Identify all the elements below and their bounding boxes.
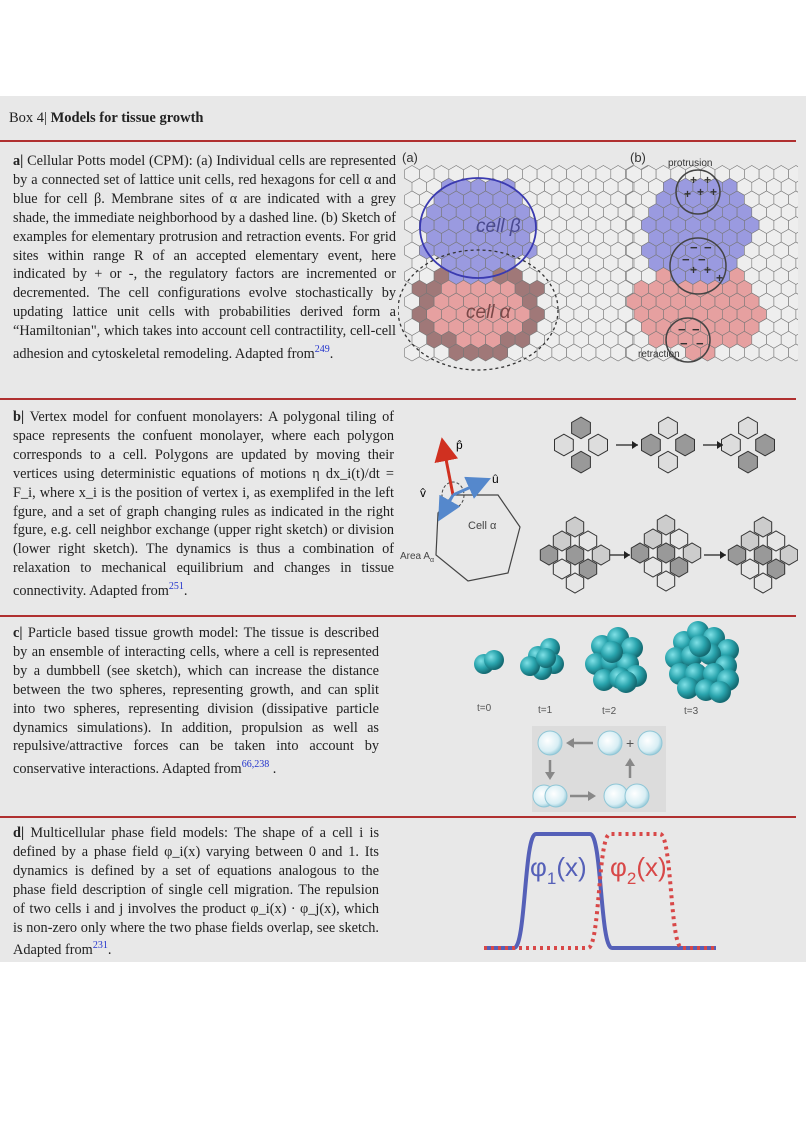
particle-sphere (601, 641, 623, 663)
arrow-head (624, 551, 630, 559)
phi2-sub: 2 (626, 869, 637, 888)
panel-c-text (13, 624, 379, 779)
minus-marker: − (692, 322, 700, 337)
time-label-1: t=1 (538, 705, 553, 716)
panel-d-body: Multicellular phase field models: The shape of a cell i is defined by a phase field φ_i(x) varying between 0 and 1. Its dynamics is defined by a set of equations analogous to the phase field description of single cell migration. The repulsion of two cells i and j involves the product φ_i(x) · φ_j(x), which is non-zero only where the two phase fields overlap, see sketch. Adapted from (13, 825, 380, 959)
plus-marker: + (684, 187, 692, 201)
velocity-arrow-u (453, 483, 480, 495)
plus-marker: + (690, 263, 698, 277)
polarity-arrow (444, 449, 453, 495)
title-rule (0, 140, 796, 142)
cluster-sequence (474, 621, 739, 703)
vertex-cell (642, 434, 661, 456)
panel-d-ref[interactable]: 231 (92, 940, 108, 952)
vertex-figure (398, 405, 798, 615)
p-hat-label: p̂ (456, 438, 463, 452)
vertex-cell (540, 545, 557, 565)
cpm-fig-a-label: (a) (402, 150, 418, 165)
phi2-arg: (x) (636, 852, 667, 882)
sphere-single (538, 731, 562, 755)
particle-sphere (615, 671, 637, 693)
box-title (9, 110, 204, 127)
particle-sphere (709, 681, 731, 703)
phi1-label (530, 852, 587, 888)
particle-sphere (689, 635, 711, 657)
cpm-lattice-a (398, 166, 662, 371)
vertex-cell (780, 545, 797, 565)
vertex-cell (579, 531, 596, 551)
particle-sphere (536, 648, 556, 668)
cell-alpha-label: cell α (466, 302, 511, 323)
panel-d-label: d| (13, 825, 25, 841)
panel-a-label: a| (13, 153, 24, 169)
rule-b-c (0, 615, 796, 617)
minus-marker: − (682, 252, 690, 267)
vertex-cell (657, 571, 674, 591)
vertex-cell (754, 517, 771, 537)
sphere-split-right (638, 731, 662, 755)
plus-marker: + (716, 271, 724, 285)
panel-b-body: Vertex model for confuent monolayers: A polygonal tiling of space represents the confuent monolayer, where each polygon corresponds to a cell. Polygons are updated by moving their vertices using deterministic equations of motions η dx_i(t)/dt = F_i, where x_i is the position of vertex i, as exemplifed in the left fgure, and a set of graph changing rules as indicated in the right fgure, e.g. cell neighbor exchange (upper right sketch) or division (lower right sketch). The dynamics is thus a combination of relaxation to mechanical equilibrium and changes in tissue connectivity. Adapted from (13, 409, 394, 599)
vertex-cell (566, 517, 583, 537)
vertex-cell (728, 545, 745, 565)
phi1-sub: 1 (546, 869, 557, 888)
vertex-cell (767, 531, 784, 551)
panel-a-body: Cellular Potts model (CPM): (a) Individual cells are represented by a connected set of lattice unit cells, red hexagons for cell α and blue for cell β. Membrane sites of α are indicated with a grey shade, the immediate neighborhood by a dashed line. (b) Sketch of examples for elementary protrusion and retraction events. For grid sites within range R of an accepted elementary event, here indicated by + or -, the regulatory factors are incremented or decremented. The cell configurations evolve stochastically by updating lattice unit cells with probabilities derived form a “Hamiltonian", which takes into account cell contractility, cell-cell adhesion and cytoskeletal remodeling. Adapted from (13, 153, 396, 362)
vertex-cell (579, 559, 596, 579)
panel-a-text (13, 152, 396, 364)
vertex-cell (722, 434, 741, 456)
arrow-head (720, 551, 726, 559)
vertex-cell (659, 417, 678, 439)
plus-marker: + (690, 173, 698, 187)
vertex-cell (754, 545, 771, 565)
panel-b-ref[interactable]: 251 (168, 581, 184, 593)
cpm-fig-b-label: (b) (630, 150, 646, 165)
vertex-cell (631, 543, 648, 563)
box-heading: Models for tissue growth (50, 110, 204, 126)
vertex-cell (553, 531, 570, 551)
area-label (400, 551, 434, 564)
cpm-lattice-b (627, 166, 798, 363)
panel-a-ref[interactable]: 249 (314, 344, 330, 356)
area-label-main: Area A (400, 551, 431, 562)
minus-marker: − (690, 240, 698, 255)
panel-c-end: . (272, 761, 277, 778)
plus-marker: + (697, 185, 705, 199)
rule-a-b (0, 398, 796, 400)
panel-b-end: . (183, 582, 188, 599)
sphere-split-left (598, 731, 622, 755)
vertex-cell-polygon (436, 495, 520, 581)
box-label: Box 4| (9, 110, 47, 126)
minus-marker: − (696, 336, 704, 351)
panel-d-end: . (107, 942, 112, 959)
vertex-cell (767, 559, 784, 579)
vertex-cell (741, 559, 758, 579)
vertex-cell (670, 557, 687, 577)
phi2-sym: φ (610, 852, 627, 882)
vertex-cell (644, 529, 661, 549)
dumbbell-a-right (545, 785, 567, 807)
panel-c-label: c| (13, 625, 23, 641)
vertex-cell (566, 573, 583, 593)
vertex-cell (741, 531, 758, 551)
rule-c-d (0, 816, 796, 818)
panel-c-body: Particle based tissue growth model: The tissue is described by an ensemble of interacting cells, where a cell is represented by a dumbbell (see sketch), which can increase the distance between the two spheres, representing growth, and can split into two spheres, representing division (dissipative particle dynamics simulations). In addition, propulsion as well as repulsive/attractive forces can be taken into account by conservative interactions. Adapted from (13, 625, 379, 778)
vertex-cell (756, 434, 775, 456)
vertex-cell (676, 434, 695, 456)
vertex-cell (555, 434, 574, 456)
vertex-cell (657, 543, 674, 563)
vertex-cell (589, 434, 608, 456)
phi2-label (610, 852, 667, 888)
division-sketch (540, 515, 797, 593)
cpm-figure (398, 148, 798, 394)
cell-alpha-vertex-label: Cell α (468, 520, 497, 532)
vertex-cell (553, 559, 570, 579)
minus-marker: − (698, 252, 706, 267)
plus-marker: + (704, 263, 712, 277)
time-label-3: t=3 (684, 706, 699, 717)
vertex-cell (683, 543, 700, 563)
u-hat-label: û (492, 472, 499, 486)
particle-figure (466, 618, 766, 814)
plus-marker: + (710, 185, 718, 199)
v-hat-label: v̂ (420, 486, 426, 500)
vertex-cell (592, 545, 609, 565)
dumbbell-b-left (604, 784, 628, 808)
vertex-cell (657, 515, 674, 535)
plus-marker: + (704, 173, 712, 187)
panel-d-text (13, 824, 379, 960)
vertex-cell (572, 451, 591, 473)
vertex-cell (754, 573, 771, 593)
dumbbell-b-right (625, 784, 649, 808)
vertex-cell (566, 545, 583, 565)
vertex-cell (739, 417, 758, 439)
arrow-head (632, 441, 638, 449)
time-label-0: t=0 (477, 703, 492, 714)
plus-sign: + (626, 735, 635, 751)
particle-sphere (484, 650, 504, 670)
vertex-cell (659, 451, 678, 473)
panel-b-text (13, 408, 394, 601)
vertex-cell (572, 417, 591, 439)
phi1-sym: φ (530, 852, 547, 882)
panel-c-ref[interactable]: 66,238 (241, 759, 270, 771)
minus-marker: − (678, 322, 686, 337)
protrusion-label: protrusion (668, 158, 713, 169)
vertex-cell (670, 529, 687, 549)
area-label-sub: α (430, 557, 435, 564)
minus-marker: − (680, 336, 688, 351)
phi1-arg: (x) (556, 852, 587, 882)
retraction-label: retraction (638, 349, 680, 360)
panel-a-end: . (329, 345, 334, 362)
time-label-2: t=2 (602, 706, 617, 717)
cell-beta-label: cell β (476, 216, 521, 237)
phase-field-figure (480, 826, 720, 952)
minus-marker: − (704, 240, 712, 255)
vertex-cell (739, 451, 758, 473)
t1-transition-sketch (555, 417, 775, 473)
panel-b-label: b| (13, 409, 25, 425)
vertex-cell (644, 557, 661, 577)
